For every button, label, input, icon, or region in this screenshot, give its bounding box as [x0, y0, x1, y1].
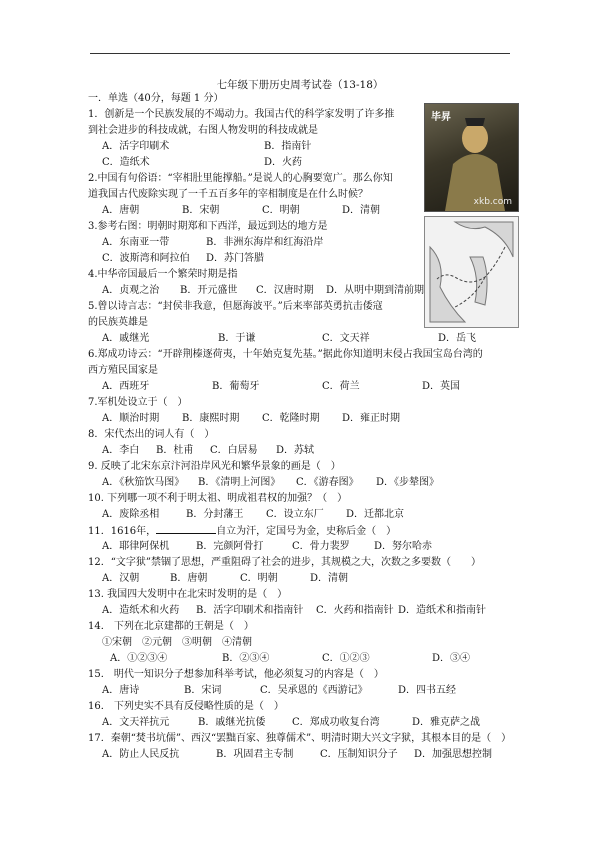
- q15-option-d[interactable]: D．四书五经: [398, 685, 457, 696]
- q1-text-2: 到社会进步的科技成就，右图人物发明的科技成就是: [88, 125, 318, 136]
- q14-option-c[interactable]: C．①②③: [322, 653, 370, 664]
- q1-option-d[interactable]: D．火药: [264, 157, 303, 168]
- q14-option-a[interactable]: A．①②③④: [110, 653, 168, 664]
- q5-option-a[interactable]: A．戚继光: [102, 333, 150, 344]
- q7-option-b[interactable]: B．康熙时期: [182, 413, 240, 424]
- q2-text-2: 道我国古代废除实现了一千五百多年的宰相制度是在什么时候？: [88, 189, 368, 200]
- q13-option-b[interactable]: B．活字印刷术和指南针: [196, 605, 304, 616]
- header-rule: [90, 53, 510, 54]
- q14-option-d[interactable]: D．③④: [432, 653, 471, 664]
- q8-option-c[interactable]: C．白居易: [210, 445, 258, 456]
- q15-text-1: 15． 明代一知识分子想参加科举考试，他必须复习的内容是（ ）: [88, 669, 384, 680]
- q6-option-a[interactable]: A．西班牙: [102, 381, 150, 392]
- q6-option-b[interactable]: B．葡萄牙: [212, 381, 260, 392]
- q17-option-a[interactable]: A．防止人民反抗: [102, 749, 180, 760]
- q10-option-c[interactable]: C．设立东厂: [266, 509, 324, 520]
- q2-option-c[interactable]: C．明朝: [262, 205, 300, 216]
- q2-option-b[interactable]: B．宋朝: [182, 205, 220, 216]
- q15-option-b[interactable]: B．宋词: [184, 685, 222, 696]
- q3-option-a[interactable]: A．东南亚一带: [102, 237, 170, 248]
- q9-option-b[interactable]: B．《清明上河图》: [198, 477, 281, 488]
- q14-option-b[interactable]: B．②③④: [222, 653, 270, 664]
- section-heading: 一．单选（40分，每题 1 分）: [88, 93, 224, 104]
- q15-option-a[interactable]: A．唐诗: [102, 685, 140, 696]
- q9-option-d[interactable]: D．《步辇图》: [376, 477, 440, 488]
- q5-option-b[interactable]: B．于谦: [218, 333, 256, 344]
- q11-text-1: [88, 524, 396, 539]
- q7-option-a[interactable]: A．顺治时期: [102, 413, 160, 424]
- page-title: 七年级下册历史周考试卷（13-18）: [216, 79, 384, 91]
- q1-text-1: 1．创新是一个民族发展的不竭动力。我国古代的科学家发明了许多推: [88, 109, 395, 120]
- q7-option-c[interactable]: C．乾隆时期: [262, 413, 320, 424]
- q10-option-a[interactable]: A．废除丞相: [102, 509, 160, 520]
- q17-option-b[interactable]: B．巩固君主专制: [216, 749, 294, 760]
- q2-option-a[interactable]: A．唐朝: [102, 205, 140, 216]
- q12-text-1: 12．“文字狱”禁锢了思想，严重阻碍了社会的进步，其规模之大，次数之多要数（ ）: [88, 557, 481, 568]
- q11-text-post: 自立为汗，定国号为金，史称后金（ ）: [216, 526, 397, 537]
- q13-option-c[interactable]: C．火药和指南针: [316, 605, 394, 616]
- q15-option-c[interactable]: C．吴承恩的《西游记》: [260, 685, 368, 696]
- q5-text-2: 的民族英雄是: [88, 317, 148, 328]
- q8-text-1: 8．宋代杰出的词人有（ ）: [88, 429, 215, 440]
- q4-option-d[interactable]: D．从明中期到清前期: [326, 285, 425, 296]
- q6-text-1: 6.郑成功诗云：“开辟荆榛逐荷夷，十年始克复先基。”据此你知道明末侵占我国宝岛台湾的: [88, 349, 483, 360]
- q4-option-a[interactable]: A．贞观之治: [102, 285, 160, 296]
- q7-option-d[interactable]: D．雍正时期: [342, 413, 401, 424]
- q1-option-b[interactable]: B．指南针: [264, 141, 312, 152]
- q8-option-b[interactable]: B．杜甫: [156, 445, 194, 456]
- q11-text-pre: 11．1616年，: [88, 526, 157, 537]
- q12-option-a[interactable]: A．汉朝: [102, 573, 140, 584]
- q5-option-c[interactable]: C．文天祥: [322, 333, 370, 344]
- q2-option-d[interactable]: D．清朝: [342, 205, 381, 216]
- q8-option-a[interactable]: A．李白: [102, 445, 140, 456]
- q7-text-1: 7.军机处设立于（ ）: [88, 397, 188, 408]
- q17-option-d[interactable]: D．加强思想控制: [414, 749, 493, 760]
- q2-text-1: 2.中国有句俗语：“宰相肚里能撑船。”是说人的心胸要宽广。那么你知: [88, 173, 393, 184]
- q17-text-1: 17．秦朝“焚书坑儒”、西汉“罢黜百家、独尊儒术”、明清时期大兴文字狱，其根本目的是（ ）: [88, 733, 512, 744]
- q9-option-c[interactable]: C．《游春图》: [296, 477, 359, 488]
- q4-option-c[interactable]: C．汉唐时期: [256, 285, 314, 296]
- q11-option-c[interactable]: C．骨力裴罗: [292, 541, 350, 552]
- q13-option-a[interactable]: A．造纸术和火药: [102, 605, 180, 616]
- q16-option-d[interactable]: D．雅克萨之战: [412, 717, 481, 728]
- portrait-watermark: xkb.com: [473, 197, 512, 207]
- q16-option-a[interactable]: A．文天祥抗元: [102, 717, 170, 728]
- q9-text-1: 9. 反映了北宋东京汴河沿岸风光和繁华景象的画是（ ）: [88, 461, 341, 472]
- voyage-map-graphic: [425, 217, 518, 327]
- q13-text-1: 13. 我国四大发明中在北宋时发明的是（ ）: [88, 589, 288, 600]
- q3-option-c[interactable]: C．波斯湾和阿拉伯: [102, 253, 190, 264]
- q3-text-1: 3.参考右图：明朝时期郑和下西洋，最远到达的地方是: [88, 221, 328, 232]
- q4-text-1: 4.中华帝国最后一个繁荣时期是指: [88, 269, 238, 280]
- q16-option-b[interactable]: B．戚继光抗倭: [198, 717, 266, 728]
- q10-option-b[interactable]: B．分封藩王: [186, 509, 244, 520]
- portrait-caption: 毕昇: [431, 112, 451, 123]
- q11-option-b[interactable]: B．完颜阿骨打: [196, 541, 264, 552]
- q9-option-a[interactable]: A．《秋笳饮马图》: [102, 477, 185, 488]
- q11-option-a[interactable]: A．耶律阿保机: [102, 541, 170, 552]
- q12-option-b[interactable]: B．唐朝: [170, 573, 208, 584]
- q4-option-b[interactable]: B．开元盛世: [180, 285, 238, 296]
- q6-option-d[interactable]: D．英国: [422, 381, 461, 392]
- q3-option-b[interactable]: B．非洲东海岸和红海沿岸: [206, 237, 324, 248]
- q8-option-d[interactable]: D．苏轼: [276, 445, 315, 456]
- q10-option-d[interactable]: D．迁都北京: [346, 509, 405, 520]
- q6-option-c[interactable]: C．荷兰: [322, 381, 360, 392]
- q6-text-2: 西方殖民国家是: [88, 365, 158, 376]
- q3-option-d[interactable]: D．苏门答腊: [206, 253, 265, 264]
- q1-option-c[interactable]: C．造纸术: [102, 157, 150, 168]
- q12-option-d[interactable]: D．清朝: [310, 573, 349, 584]
- q1-option-a[interactable]: A．活字印刷术: [102, 141, 170, 152]
- q11-blank[interactable]: [156, 524, 216, 534]
- q16-text-1: 16． 下列史实不具有反侵略性质的是（ ）: [88, 701, 284, 712]
- q5-text-1: 5.曾以诗言志：“封侯非我意，但愿海波平。”后来率部英勇抗击倭寇: [88, 301, 383, 312]
- q14-text-1: 14． 下列在北京建都的王朝是（ ）: [88, 621, 254, 632]
- q14-choices: ①宋朝 ②元朝 ③明朝 ④清朝: [102, 637, 252, 648]
- q5-option-d[interactable]: D．岳飞: [438, 333, 477, 344]
- q17-option-c[interactable]: C．压制知识分子: [320, 749, 398, 760]
- q16-option-c[interactable]: C．郑成功收复台湾: [292, 717, 380, 728]
- q13-option-d[interactable]: D．造纸术和指南针: [398, 605, 487, 616]
- portrait-image: [424, 103, 519, 212]
- q12-option-c[interactable]: C．明朝: [240, 573, 278, 584]
- q10-text-1: 10. 下列哪一项不利于明太祖、明成祖君权的加强？（ ）: [88, 493, 348, 504]
- voyage-map-image: [424, 216, 519, 328]
- q11-option-d[interactable]: D．努尔哈赤: [374, 541, 433, 552]
